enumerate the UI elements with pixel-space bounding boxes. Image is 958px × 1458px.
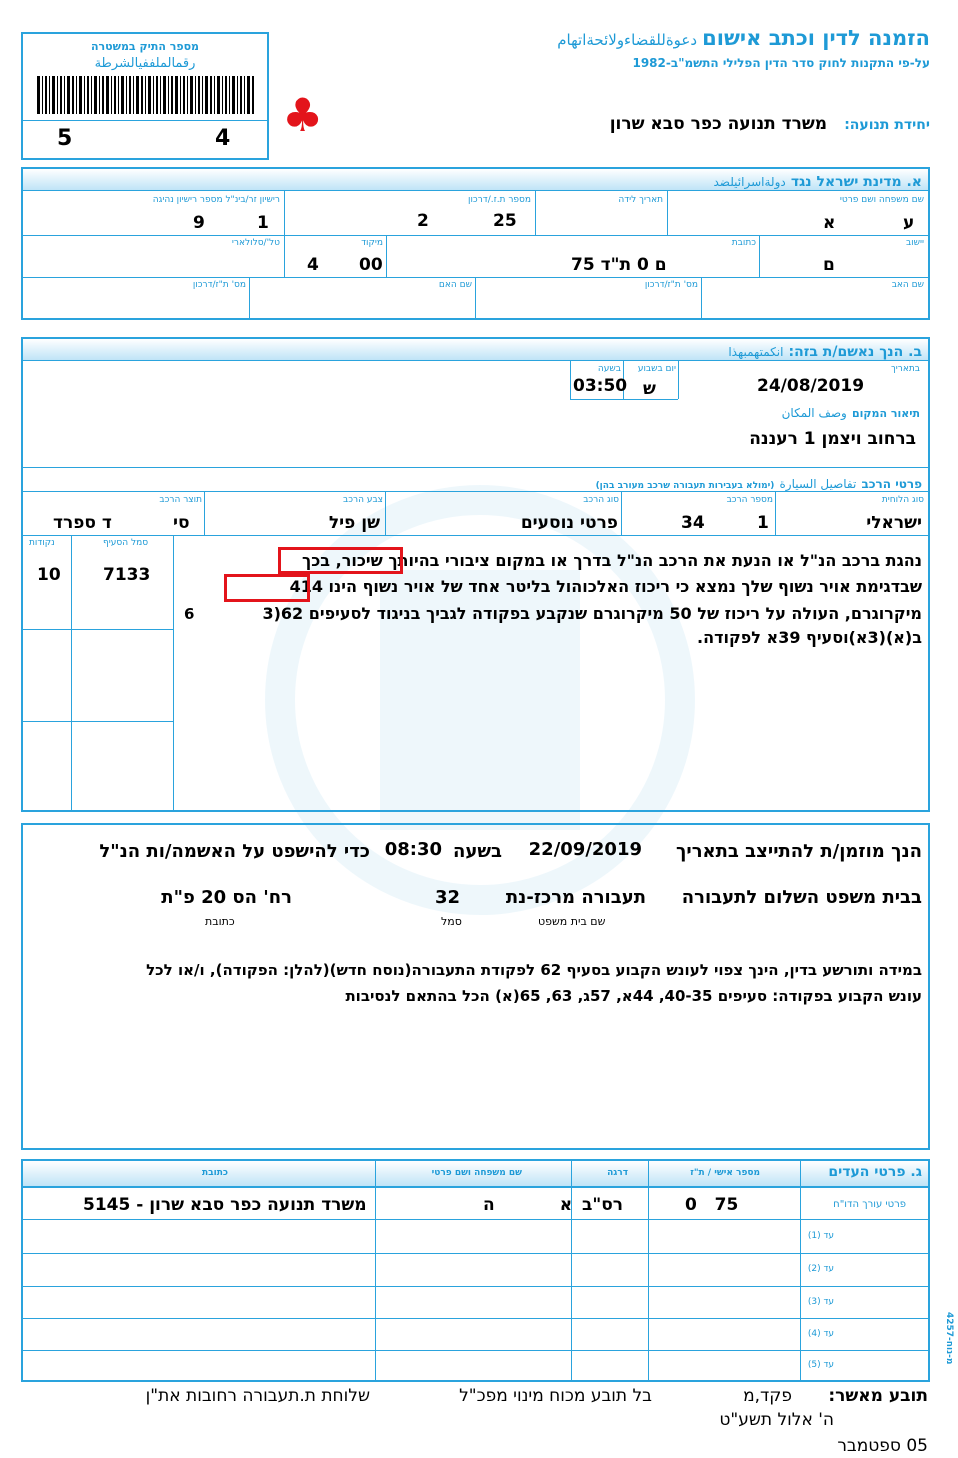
weekday-label: יום בשבוע xyxy=(637,364,676,374)
section-a-title-row xyxy=(714,171,923,190)
zip-b: 4 xyxy=(307,255,319,275)
vehicle-type: פרטי נוסעים xyxy=(520,513,618,533)
witness-row-3-label: עד (3) xyxy=(807,1297,834,1307)
label-father-id: מס' ת"ז/דרכון xyxy=(644,280,698,290)
section-b-title: ב. הנך נאשם/ת בזה: xyxy=(788,344,922,360)
label-license: רישיון זר/בינ"ל מספר רישיון נהיגה xyxy=(152,195,280,205)
offense-points: 10 xyxy=(37,565,61,585)
location-label: תיאור המקום xyxy=(851,407,920,420)
court-code: 32 xyxy=(434,887,460,908)
section-a-title-ar: دولةاسرائيلضد xyxy=(713,175,786,189)
approver-role: בל תובע מכוח מינוי מפכ"ל xyxy=(459,1386,652,1406)
label-mother: שם האם xyxy=(438,280,472,290)
label-name: שם משפחה ושם פרטי xyxy=(839,195,924,205)
court-prefix: בבית משפט השלום לתעבורה xyxy=(681,887,922,908)
id-number-b: 2 xyxy=(417,211,429,231)
unit-row xyxy=(610,114,930,134)
highlight-intoxicated xyxy=(278,547,403,574)
vehicle-make-b: ד ספרד xyxy=(53,513,112,533)
penalty-line-2: עונש הקבוע בפקודה: סעיפים 40-35, 44א, 57ג, 63, 65(א) הכל בהתאם לנסיבות xyxy=(345,987,922,1005)
penalty-line-1: במידה ותורשע בדין, הינך צפוי לעונש הקבוע בסעיף 62 לפקודת התעבורה(נוסח חדש)(להלן: הפקודה), ו/או לכל xyxy=(146,961,922,979)
hearing-date: 22/09/2019 xyxy=(528,839,642,860)
witness-row-0-address: משרד תנועה כפר סבא שרון - 5145 xyxy=(83,1195,367,1215)
highlight-414 xyxy=(224,574,310,602)
label-points: נקודות xyxy=(29,538,55,548)
label-mother-id: מס' ת"ז/דרכון xyxy=(192,280,246,290)
offense-side-number: 6 xyxy=(184,605,195,623)
offense-line-2: שבדגימת אויר נשוף שלך נמצא כי ריכוז האלכוהול בליטר אחד של אויר נשוף הינו 414 xyxy=(289,577,922,596)
form-title-row xyxy=(557,26,930,50)
witness-row-0-label: פרטי עורך הדו"ח xyxy=(833,1199,906,1210)
witness-row-1-label: עד (1) xyxy=(807,1231,834,1241)
label-vehicle-type: סוג הרכב xyxy=(583,495,619,505)
label-id: מספר ת.ז./דרכון xyxy=(468,195,531,205)
barcode xyxy=(37,76,255,114)
label-address: כתובת xyxy=(731,238,756,248)
label-vehicle-color: צבע הרכב xyxy=(343,495,383,505)
witness-header-rank: דרגה xyxy=(607,1168,628,1178)
witness-row-0-id: 75 0 xyxy=(685,1195,739,1215)
plate-number-a: 1 xyxy=(757,513,769,533)
court-address-label: כתובת xyxy=(205,915,235,928)
unit-value: משרד תנועה כפר סבא שרון xyxy=(609,114,828,134)
form-subtitle: על-פי התקנות לחוק סדר הדין הפלילי התשמ"ב-1982 xyxy=(632,56,930,70)
witnesses-section xyxy=(21,1159,930,1382)
plate-type: ישראלי xyxy=(866,513,922,533)
court-name: תעבורה מרכז-נת xyxy=(505,887,646,908)
id-number-a: 25 xyxy=(493,211,517,231)
witnesses-title: ג. פרטי העדים xyxy=(828,1164,922,1180)
file-number-label-ar: رقمالملففيالشرطة xyxy=(94,56,196,71)
court-address: רח' הס 20 פ"ת xyxy=(161,887,292,908)
license-number-b: 9 xyxy=(193,213,205,233)
summons-box xyxy=(21,823,930,1150)
offense-date: 24/08/2019 xyxy=(757,376,865,396)
witness-row-5-label: עד (5) xyxy=(807,1360,834,1370)
approver-rank: פקד,מ xyxy=(743,1386,792,1406)
address: ם 0 ת"ד 75 xyxy=(571,255,667,275)
unit-label: יחידת תנועה: xyxy=(844,117,930,133)
vehicle-note: (ימולא בעבירות תעבורה שרכב מעורב בהן) xyxy=(595,481,775,491)
vehicle-make-a: סי xyxy=(173,513,190,533)
form-code: 4257-מ-נוח xyxy=(944,1312,954,1365)
location-label-ar: وصف المكان xyxy=(781,406,847,420)
section-b-title-ar: انكمتهمبهذا xyxy=(728,345,784,359)
file-number-label: מספר התיק במשטרה xyxy=(90,40,200,53)
defendant-name-a: ע xyxy=(903,213,915,233)
label-father: שם האב xyxy=(891,280,924,290)
witness-row-0-name: א ה xyxy=(483,1195,573,1215)
location-label-row xyxy=(782,402,920,421)
section-a xyxy=(21,167,930,320)
witness-row-2-label: עד (2) xyxy=(807,1264,834,1274)
witness-row-4-label: עד (4) xyxy=(807,1329,834,1339)
city: ם xyxy=(823,255,835,275)
section-b xyxy=(21,337,930,812)
offense-line-3: מיקרוגרם, העולה על ריכוז של 50 מיקרוגרם שנקבע בפקודה לגביך בניגוד לסעיפים 62(3 xyxy=(262,604,922,623)
zip-a: 00 xyxy=(359,255,383,275)
defendant-name-b: א xyxy=(823,213,836,233)
label-zip: מיקוד xyxy=(361,238,383,248)
summons-text-a: הנך מוזמן/ת להתייצב בתאריך xyxy=(676,841,922,862)
date-label: בתאריך xyxy=(890,364,920,374)
offense-section-code: 7133 xyxy=(103,565,151,585)
summons-text-c: כדי להישפט על האשמה/ות הנ"ל xyxy=(99,841,370,862)
offense-line-1: נהגת ברכב הנ"ל או הנעת את הרכב הנ"ל בדרך או במקום ציבורי בהיותך שיכור, בכך xyxy=(302,551,922,570)
vehicle-color: שן פיל xyxy=(328,513,380,533)
time-label: בשעה xyxy=(597,364,621,374)
license-number-a: 1 xyxy=(257,213,269,233)
section-a-title: א. מדינת ישראל נגד xyxy=(790,174,922,190)
hearing-time: 08:30 xyxy=(384,839,442,860)
label-plate-number: מספר הרכב xyxy=(726,495,773,505)
plate-number-b: 34 xyxy=(681,513,705,533)
witness-header-address: כתובת xyxy=(202,1168,228,1178)
gregorian-date: 05 ספטמבר xyxy=(837,1436,928,1456)
summons-text-b: בשעה xyxy=(453,841,502,862)
club-icon: ♣ xyxy=(282,88,324,142)
form-title: הזמנה לדין וכתב אישום xyxy=(702,26,930,50)
court-line xyxy=(92,887,922,913)
label-vehicle-make: תוצר הרכב xyxy=(159,495,202,505)
offense-line-4: ב(א)(3א)וסעיף 39א לפקודה. xyxy=(697,628,922,647)
approver-office: שלוחת ת.תעבורה רחובות את"ן xyxy=(145,1386,370,1406)
court-name-label: שם בית משפט xyxy=(538,915,606,928)
vehicle-title-row xyxy=(596,473,922,492)
witness-row-0-rank: רס"ב xyxy=(582,1195,624,1215)
summons-line-1 xyxy=(92,841,922,867)
section-b-title-row xyxy=(728,341,922,360)
label-birthdate: תאריך לידה xyxy=(618,195,663,205)
label-plate-type: סוג הלוחית xyxy=(881,495,924,505)
file-number-left: 5 xyxy=(57,126,73,151)
witness-header-name: שם משפחה ושם פרטי xyxy=(431,1168,522,1178)
approver-label: תובע מאשר: xyxy=(828,1386,928,1406)
offense-weekday: ש xyxy=(643,379,656,399)
form-title-ar: دعوةللقضاءولائحةاتهام xyxy=(557,31,698,49)
offense-time: 03:50 xyxy=(573,376,628,396)
label-phone: טל'/סלולארי xyxy=(231,238,280,248)
police-file-box xyxy=(21,32,269,160)
label-city: יישוב xyxy=(905,238,924,248)
file-number-right: 4 xyxy=(215,126,231,151)
label-section-code: סמל הסעיף xyxy=(103,538,149,548)
witness-header-id: מספר אישי / ת"ז xyxy=(690,1168,760,1178)
hebrew-date: ה' אלול תשע"ט xyxy=(719,1410,834,1430)
court-code-label: סמל xyxy=(441,915,462,928)
vehicle-title: פרטי הרכב xyxy=(861,477,922,491)
offense-location: ברחוב ויצמן 1 רעננה xyxy=(749,429,916,449)
vehicle-title-ar: تفاصيل السيارة xyxy=(779,477,857,491)
